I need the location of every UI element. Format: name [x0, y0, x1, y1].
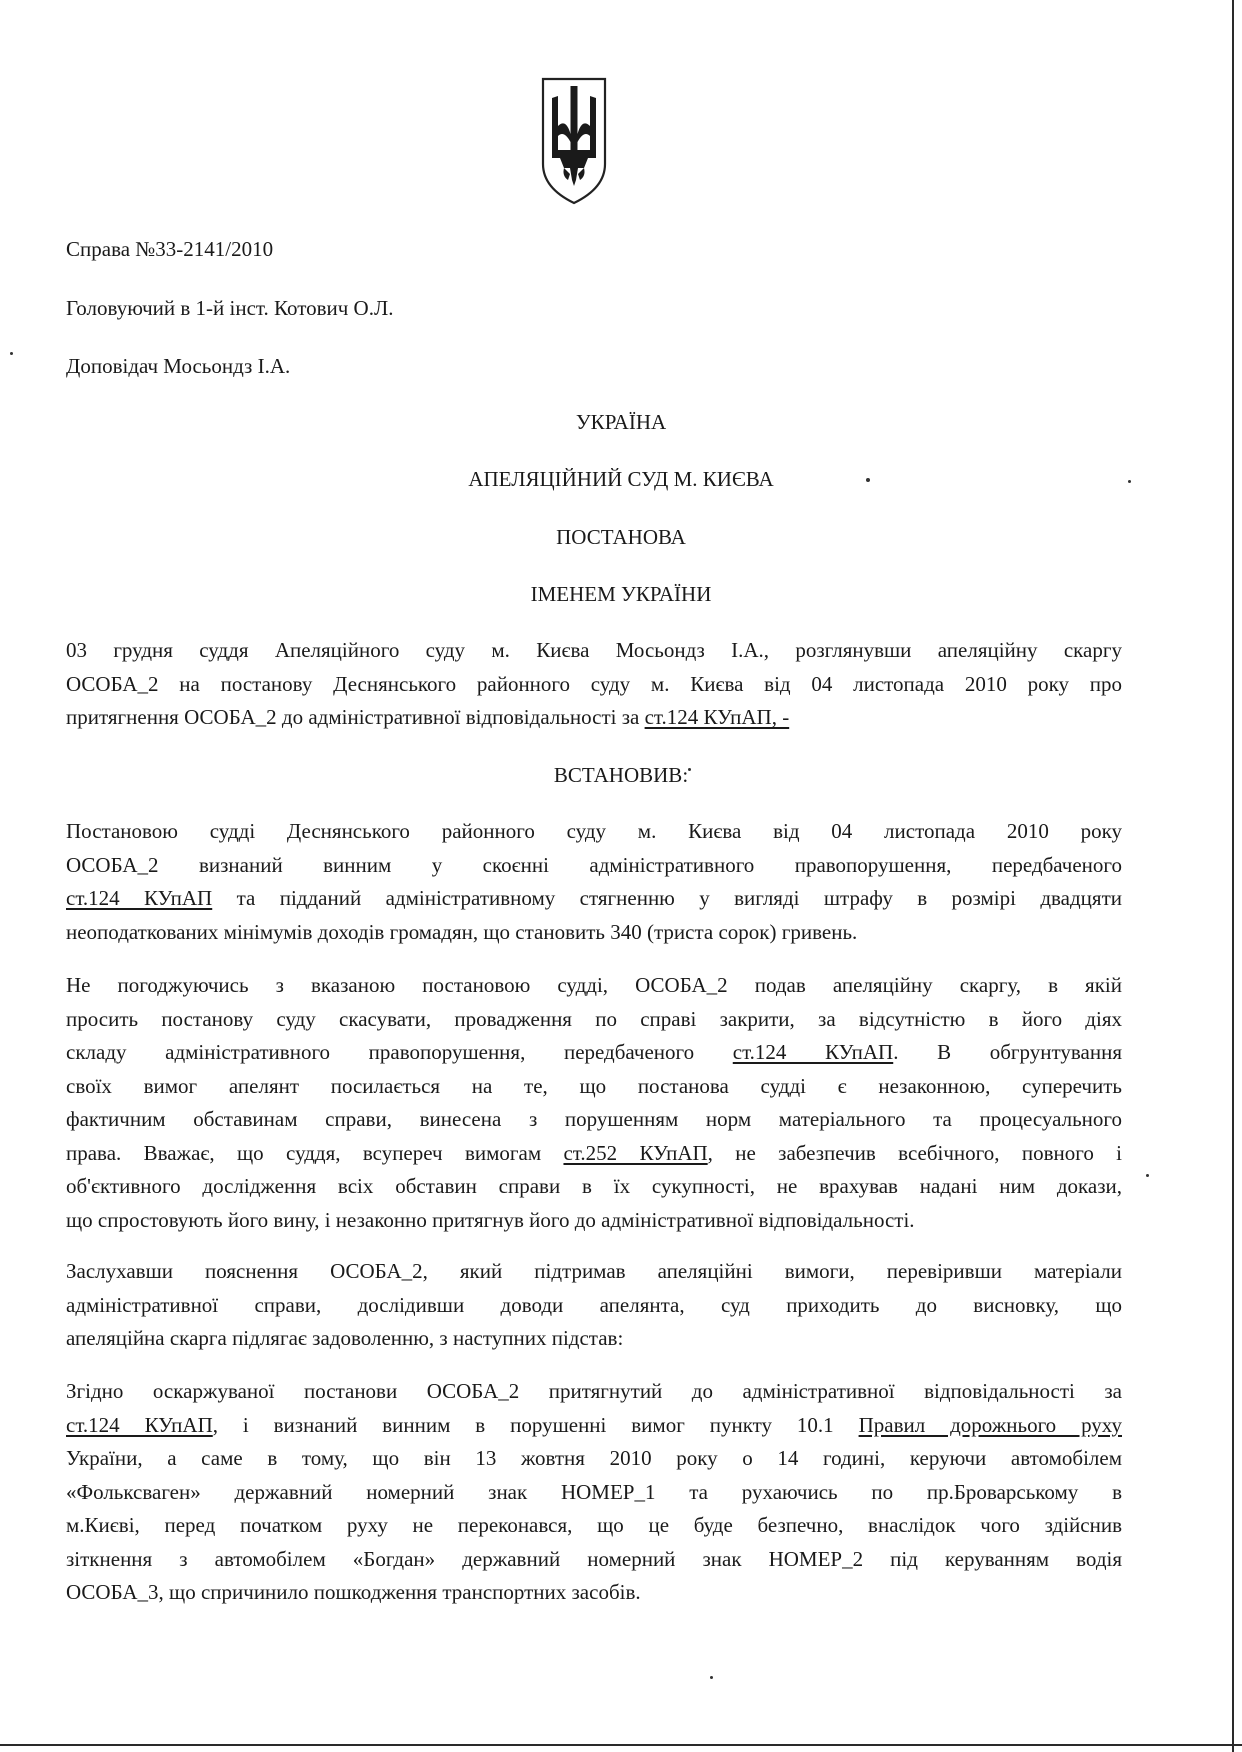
reporter-judge: Доповідач Мосьондз І.А.	[66, 354, 291, 378]
text-fragment: , і визнаний винним в порушенні вимог пункту 10.1	[212, 1412, 859, 1437]
text-line: м.Києві, перед початком руху не переконався, що це буде безпечно, внаслідок чого здійснив	[66, 1513, 1122, 1537]
text-line	[66, 1409, 1122, 1443]
text-line: Не погоджуючись з вказаною постановою судді, ОСОБА_2 подав апеляційну скаргу, в якій	[66, 973, 1122, 997]
text-line: фактичним обставинам справи, винесена з порушенням норм матеріального та процесуального	[66, 1107, 1122, 1131]
law-reference-link[interactable]: ст.124 КУпАП, -	[644, 705, 790, 729]
text-fragment: права. Вважає, що суддя, всупереч вимогам	[66, 1140, 564, 1165]
text-fragment: , не забезпечив всебічного, повного і	[707, 1140, 1123, 1165]
title-in-name: ІМЕНЕМ УКРАЇНИ	[530, 582, 712, 606]
text-line: адміністративної справи, дослідивши доводи апелянта, суд приходить до висновку, що	[66, 1292, 1122, 1317]
text-line: об'єктивного дослідження всіх обставин справи в їх сукупності, не врахував надані ним докази,	[66, 1174, 1122, 1198]
text-line: ОСОБА_2 на постанову Деснянського районного суду м. Києва від 04 листопада 2010 року про	[66, 671, 1122, 696]
text-line: Заслухавши пояснення ОСОБА_2, який підтримав апеляційні вимоги, перевіривши матеріали	[66, 1259, 1122, 1283]
text-line	[66, 882, 1122, 916]
text-fragment: притягнення ОСОБА_2 до адміністративної відповідальності за	[66, 705, 645, 729]
text-line	[66, 1036, 1122, 1070]
trident-coat-of-arms-icon	[540, 76, 608, 206]
paragraph-appeal	[66, 969, 1122, 1237]
scan-edge-bottom	[0, 1744, 1242, 1746]
scan-speck	[710, 1676, 713, 1679]
paragraph-decision	[66, 815, 1122, 949]
text-line: «Фольксваген» державний номерний знак НОМЕР_1 та рухаючись по пр.Броварському в	[66, 1479, 1122, 1504]
scan-speck	[10, 352, 13, 355]
text-line: зіткнення з автомобілем «Богдан» державний номерний знак НОМЕР_2 під керуванням водія	[66, 1546, 1122, 1571]
text-line: Згідно оскаржуваної постанови ОСОБА_2 притягнутий до адміністративної відповідальності за	[66, 1379, 1122, 1403]
paragraph-circumstances	[66, 1375, 1122, 1610]
text-line: Постановою судді Деснянського районного суду м. Києва від 04 листопада 2010 року	[66, 819, 1122, 843]
text-fragment: та підданий адміністративному стягненню у вигляді штрафу в розмірі двадцяти	[212, 886, 1122, 910]
first-instance-judge: Головуючий в 1-й інст. Котович О.Л.	[66, 296, 394, 320]
text-line	[66, 1137, 1122, 1171]
law-reference-link[interactable]: ст.124 КУпАП	[732, 1040, 894, 1064]
paragraph-hearing	[66, 1255, 1122, 1356]
text-line: неоподаткованих мінімумів доходів громадян, що становить 340 (триста сорок) гривень.	[66, 919, 858, 944]
intro-paragraph	[66, 634, 1122, 735]
text-line: своїх вимог апелянт посилається на те, що постанова судді є незаконною, суперечить	[66, 1073, 1122, 1098]
title-established: ВСТАНОВИВ:	[553, 763, 689, 787]
title-court: АПЕЛЯЦІЙНИЙ СУД М. КИЄВА	[468, 467, 774, 491]
text-line: апеляційна скарга підлягає задоволенню, з наступних підстав:	[66, 1326, 624, 1350]
text-line: просить постанову суду скасувати, провадження по справі закрити, за відсутністю в його діях	[66, 1006, 1122, 1031]
scan-edge-right	[1232, 0, 1234, 1752]
traffic-rules-link[interactable]: Правил дорожнього руху	[858, 1412, 1122, 1437]
law-reference-link[interactable]: ст.124 КУпАП	[66, 1412, 213, 1437]
law-reference-link[interactable]: ст.252 КУпАП	[563, 1140, 708, 1165]
text-line: ОСОБА_2 визнаний винним у скоєнні адміністративного правопорушення, передбаченого	[66, 852, 1122, 877]
title-doc-type: ПОСТАНОВА	[556, 525, 686, 549]
text-line: України, а саме в тому, що він 13 жовтня 2010 року о 14 годині, керуючи автомобілем	[66, 1446, 1122, 1470]
text-line: ОСОБА_3, що спричинило пошкодження транспортних засобів.	[66, 1580, 641, 1604]
text-line	[66, 701, 1122, 735]
scan-speck	[1146, 1174, 1149, 1177]
text-fragment: . В обгрунтування	[893, 1040, 1123, 1064]
law-reference-link[interactable]: ст.124 КУпАП	[66, 886, 213, 910]
case-number: Справа №33-2141/2010	[66, 237, 274, 261]
title-country: УКРАЇНА	[575, 410, 667, 434]
text-line: 03 грудня суддя Апеляційного суду м. Києва Мосьондз І.А., розглянувши апеляційну скаргу	[66, 638, 1122, 662]
text-fragment: складу адміністративного правопорушення, передбаченого	[66, 1040, 733, 1064]
text-line: що спростовують його вину, і незаконно притягнув його до адміністративної відповідальності.	[66, 1207, 915, 1232]
